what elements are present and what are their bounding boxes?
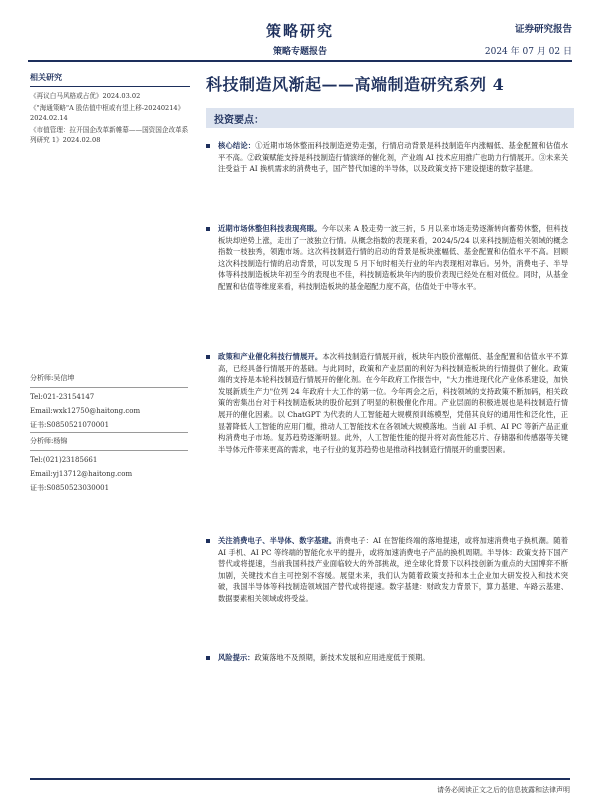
bullet-icon — [206, 656, 210, 660]
summary-paragraph-core — [206, 140, 568, 175]
paragraph-lead: 核心结论： — [218, 141, 256, 150]
related-research-heading: 相关研究 — [30, 72, 190, 87]
paragraph-text: 本次科技制造行情展开前，板块年内股价涨幅低、基金配置和估值水平不算高，已经具备行情展开的基础。与此同时，政策和产业层面的利好为科技制造板块的行情提供了催化。政策端的支持是本轮科技制造行情展开的催化剂。在今年政府工作报告中，"大力推进现代化产业体系建设，加快发展新质生产力"位列 24 年政府十大工作的第一位。今年两会之后，科技领域的支持政策不断加码，相关政策的密集出台对于科技制造板块的股价起到了明显的积极催化作用。产业层面的积极进展也是科技制造行情展开的催化因素。以 ChatGPT 为代表的人工智能超大规模预训练模型，凭借其良好的通用性和泛化性，正显著降低人工智能的应用门槛，推动人工智能技术在各领域大规模落地。当前 AI 手机、AI PC 等新产品正重构消费电子市场。复苏趋势逐渐明显。此外，人工智能性能的提升将对高性能芯片、存储器和传感器等关键半导体元件带来更高的需求，电子行业的复苏趋势也是推动科技制造行情展开的重要因素。 — [218, 352, 569, 454]
summary-paragraph-risk — [206, 652, 568, 664]
related-research — [30, 72, 190, 147]
header-title: 策略研究 — [265, 22, 334, 40]
summary-paragraph-market — [206, 223, 568, 293]
header-subtitle: 策略专题报告 — [272, 47, 327, 57]
bullet-icon — [206, 227, 210, 231]
analyst-tel: Tel:021-23154147 — [30, 393, 95, 401]
analyst-block — [30, 372, 188, 495]
analyst-cert: 证书:S0850523030001 — [30, 484, 110, 492]
paragraph-text: 政策落地不及预期，新技术发展和应用进度低于预期。 — [254, 653, 430, 662]
analyst-email[interactable]: Email:yj13712@haitong.com — [30, 470, 133, 478]
report-date: 2024 年 07 月 02 日 — [484, 47, 572, 57]
report-title: 科技制造风渐起——高端制造研究系列 4 — [206, 75, 505, 94]
analyst-name: 分析师:吴信坤 — [30, 372, 188, 388]
paragraph-text: 消费电子：AI 在智能终端的落地提速，或将加速消费电子换机潮。随着 AI 手机、AI PC 等终端的智能化水平的提升，或将加速消费电子产品的换机周期。半导体：政策支持下国产替代或将提速，当前我国科技产业面临较大的外部挑战，逆全球化背景下以科技创新为重点的大国博弈不断加剧，关键技术自主可控刻不容缓。展望未来，我们认为随着政策支持和本土企业加大研发投入和技术突破，我国半导体等科技制造领域国产替代或将提速。数字基建：财政发力背景下，算力基建、车路云基建、数据要素相关领域或将受益。 — [218, 536, 568, 603]
footer-divider — [30, 778, 570, 780]
analyst-name: 分析师:杨锦 — [30, 435, 188, 451]
summary-paragraph-focus — [206, 535, 568, 605]
paragraph-lead: 关注消费电子、半导体、数字基建。 — [218, 536, 337, 545]
paragraph-text: 今年以来 A 股走势一波三折，5 月以来市场走势逐渐转向蓄势休整，但科技板块却逆势上涨，走出了一波独立行情。从概念指数的表现来看，2024/5/24 以来科技制造相关领域的概念指数一枝独秀，领跑市场。这次科技制造行情的启动的背景是板块涨幅低、基金配置和估值水平不高。回顾这次科技制造行情的启动背景，可以发现 5 月下旬时相关行业的年内表现相对靠后。另外，消费电子、半导体等科技制造板块年初至今的表现也不佳，科技制造板块年内的股价表现已经处在相对低位。同时，从基金配置和估值等维度来看，科技制造板块的基金超配力度不高，估值处于中等水平。 — [218, 224, 568, 291]
paragraph-text: ①近期市场休整而科技制造逆势走强，行情启动背景是科技制造年内涨幅低、基金配置和估值水平不高。②政策赋能支持是科技制造行情演绎的催化剂，产业端 AI 技术应用推广也助力行情展开。③未来关注受益于 AI 换机需求的消费电子，国产替代加速的半导体，以及政策支持下建设提速的数字基建。 — [218, 141, 568, 174]
summary-paragraph-policy — [206, 351, 568, 455]
report-type: 证券研究报告 — [514, 24, 572, 35]
paragraph-lead: 政策和产业催化科技行情展开。 — [218, 352, 323, 361]
summary-header-bar — [206, 108, 574, 128]
related-research-item[interactable]: 《市值管理：拉开国企改革新帷幕——国资国企改革系列研究 1》2024.02.08 — [30, 126, 189, 144]
analyst-email[interactable]: Email:wxk12750@haitong.com — [30, 407, 141, 415]
paragraph-lead: 近期市场休整但科技表现亮眼。 — [218, 224, 322, 233]
bullet-icon — [206, 539, 210, 543]
bullet-icon — [206, 355, 210, 359]
related-research-item[interactable]: 《再议白马风格或占优》2024.03.02 — [30, 92, 141, 100]
analyst-tel: Tel:(021)23185661 — [30, 456, 98, 464]
paragraph-lead: 风险提示： — [218, 653, 255, 662]
header-divider — [28, 60, 572, 62]
summary-label: 投资要点： — [214, 115, 264, 126]
bullet-icon — [206, 144, 210, 148]
analyst-cert: 证书:S0850521070001 — [30, 421, 110, 429]
footer-disclaimer: 请务必阅读正文之后的信息披露和法律声明 — [437, 786, 570, 794]
related-research-item[interactable]: 《"海通策略"A 股估值中枢或有望上移-20240214》2024.02.14 — [30, 104, 185, 122]
